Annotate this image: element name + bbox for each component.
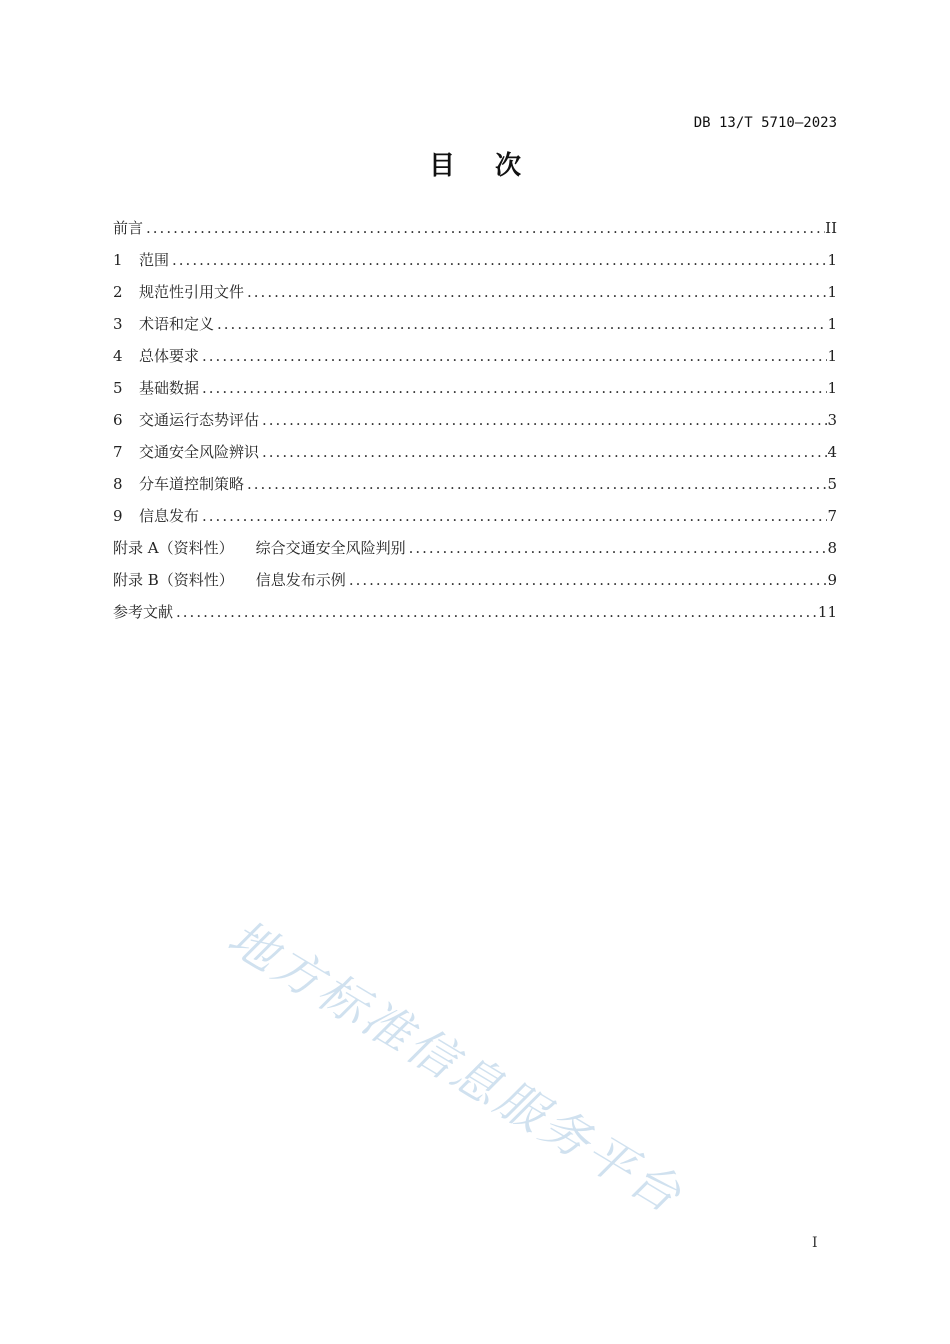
toc-entry-8[interactable] — [113, 468, 837, 500]
appendix-prefix: 附录 B（资料性） — [113, 571, 234, 589]
toc-entry-label: 基础数据 — [139, 379, 200, 397]
toc-entry-label: 参考文献 — [113, 603, 174, 621]
toc-entry-4[interactable] — [113, 340, 837, 372]
toc-entry-label: 总体要求 — [139, 347, 200, 365]
dot-leader — [406, 532, 827, 564]
toc-entry-label: 交通运行态势评估 — [139, 411, 260, 429]
toc-entry-page: 1 — [827, 347, 837, 365]
toc-entry-label: 规范性引用文件 — [139, 283, 245, 301]
toc-entry-label: 信息发布示例 — [255, 571, 346, 589]
appendix-prefix: 附录 A（资料性） — [113, 539, 234, 557]
toc-entry-number: 8 — [113, 475, 123, 493]
dot-leader — [346, 564, 827, 596]
page-number: I — [812, 1235, 818, 1251]
dot-leader — [199, 340, 827, 372]
toc-entry-label: 前言 — [113, 219, 144, 237]
toc-entry-number: 7 — [113, 443, 123, 461]
table-of-contents — [113, 212, 837, 628]
toc-entry-page: 4 — [827, 443, 837, 461]
dot-leader — [214, 308, 827, 340]
toc-entry-2[interactable] — [113, 276, 837, 308]
toc-entry-page: 1 — [827, 283, 837, 301]
toc-entry-9[interactable] — [113, 500, 837, 532]
toc-entry-number: 5 — [113, 379, 123, 397]
toc-entry-label: 综合交通安全风险判别 — [255, 539, 406, 557]
toc-entry-label: 分车道控制策略 — [139, 475, 245, 493]
standard-code: DB 13/T 5710—2023 — [693, 115, 837, 131]
toc-entry-page: 8 — [827, 539, 837, 557]
dot-leader — [259, 436, 827, 468]
toc-entry-5[interactable] — [113, 372, 837, 404]
toc-entry-number: 2 — [113, 283, 123, 301]
dot-leader — [199, 372, 827, 404]
toc-entry-appendix-a[interactable] — [113, 532, 837, 564]
dot-leader — [244, 468, 827, 500]
dot-leader — [169, 244, 827, 276]
toc-entry-number: 3 — [113, 315, 123, 333]
toc-entry-number: 4 — [113, 347, 123, 365]
dot-leader — [244, 276, 827, 308]
toc-entry-page: 1 — [827, 315, 837, 333]
toc-entry-3[interactable] — [113, 308, 837, 340]
toc-entry-6[interactable] — [113, 404, 837, 436]
toc-entry-7[interactable] — [113, 436, 837, 468]
toc-entry-page: II — [825, 219, 837, 237]
dot-leader — [259, 404, 827, 436]
toc-entry-number: 1 — [113, 251, 123, 269]
toc-entry-number: 6 — [113, 411, 123, 429]
toc-entry-page: 9 — [827, 571, 837, 589]
toc-entry-references[interactable] — [113, 596, 837, 628]
page-title: 目次 — [428, 151, 561, 181]
dot-leader — [143, 212, 825, 244]
watermark: 地方标准信息服务平台 — [218, 909, 693, 1226]
toc-entry-label: 范围 — [139, 251, 170, 269]
toc-entry-label: 交通安全风险辨识 — [139, 443, 260, 461]
toc-entry-appendix-b[interactable] — [113, 564, 837, 596]
toc-entry-page: 3 — [827, 411, 837, 429]
toc-entry-foreword[interactable] — [113, 212, 837, 244]
toc-entry-label: 术语和定义 — [139, 315, 215, 333]
dot-leader — [173, 596, 818, 628]
toc-entry-page: 11 — [817, 603, 837, 621]
dot-leader — [199, 500, 827, 532]
toc-entry-1[interactable] — [113, 244, 837, 276]
toc-entry-page: 1 — [827, 379, 837, 397]
toc-entry-page: 5 — [827, 475, 837, 493]
toc-entry-number: 9 — [113, 507, 123, 525]
toc-entry-page: 7 — [827, 507, 837, 525]
toc-entry-page: 1 — [827, 251, 837, 269]
toc-entry-label: 信息发布 — [139, 507, 200, 525]
